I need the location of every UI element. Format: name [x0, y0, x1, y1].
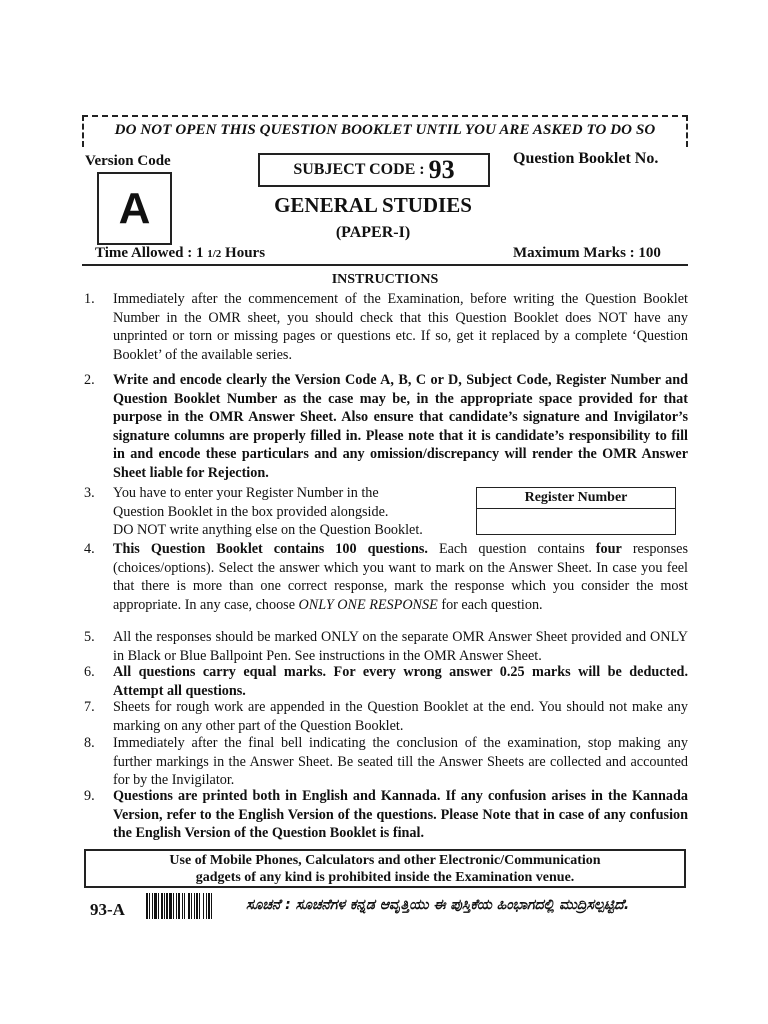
- instruction-item-7: [84, 698, 688, 735]
- barcode: [146, 893, 242, 919]
- instruction-number: 3.: [84, 485, 95, 501]
- instruction-number: 2.: [84, 372, 95, 388]
- paper-number: (PAPER-I): [335, 224, 411, 241]
- instruction-text: responses (choices/options). Select the answer which you want to mark on the Answer Sheet. In case you feel that there is more than one correct response, mark the response which you consider the most appropriate. In any case, choose: [113, 541, 688, 613]
- instruction-item-4: [84, 540, 688, 614]
- instruction-text: Write and encode clearly the Version Code A, B, C or D, Subject Code, Register Number and Question Booklet Number as the case may be, in the appropriate space provided for that purpose in the OMR Answer Sheet. Also ensure that candidate’s signature and Invigilator’s signature columns are properly filled in. Please note that it is candidate’s responsibility to fill in and encode these particulars and any omission/discrepancy will render the OMR Answer Sheet liable for Rejection.: [113, 372, 688, 481]
- instruction-item-3: [84, 484, 474, 540]
- subject-code-box: [258, 153, 490, 187]
- subject-code-label: SUBJECT CODE :: [293, 161, 425, 178]
- register-number-label: Register Number: [477, 488, 675, 509]
- instruction-text-line: DO NOT write anything else on the Question Booklet.: [113, 522, 423, 539]
- time-allowed: [95, 245, 265, 262]
- instruction-text: Immediately after the final bell indicating the conclusion of the examination, stop making any further markings in the Answer Sheet. Be seated till the Answer Sheets are collected and accounted for by the Invigilator.: [113, 735, 688, 789]
- paper-title: GENERAL STUDIES: [274, 193, 472, 217]
- instruction-number: 6.: [84, 664, 95, 680]
- instruction-number: 1.: [84, 291, 95, 307]
- time-allowed-prefix: Time Allowed : 1: [95, 245, 208, 261]
- instruction-number: 8.: [84, 735, 95, 751]
- register-number-box[interactable]: [476, 487, 676, 535]
- maximum-marks: Maximum Marks : 100: [513, 245, 661, 261]
- kannada-note: ಸೂಚನೆ : ಸೂಚನೆಗಳ ಕನ್ನಡ ಆವೃತ್ತಿಯು ಈ ಪುಸ್ತಿಕೆಯ ಹಿಂಭಾಗದಲ್ಲಿ ಮುದ್ರಿಸಲ್ಪಟ್ಟಿದೆ.: [246, 897, 630, 913]
- subject-code-value: 93: [428, 155, 455, 184]
- instruction-text: All questions carry equal marks. For every wrong answer 0.25 marks will be deducted. Attempt all questions.: [113, 664, 688, 699]
- instruction-item-9: [84, 787, 688, 843]
- instruction-number: 9.: [84, 788, 95, 804]
- time-allowed-fraction: 1/2: [207, 248, 222, 260]
- instruction-text: All the responses should be marked ONLY on the separate OMR Answer Sheet provided and ONLY in Black or Blue Ballpoint Pen. See instructions in the OMR Answer Sheet.: [113, 629, 688, 664]
- instructions-heading: INSTRUCTIONS: [331, 272, 439, 287]
- instruction-text-line: Question Booklet in the box provided alongside.: [113, 503, 389, 520]
- warning-banner: DO NOT OPEN THIS QUESTION BOOKLET UNTIL YOU ARE ASKED TO DO SO: [114, 122, 656, 138]
- instruction-item-6: [84, 663, 688, 700]
- instruction-item-8: [84, 734, 688, 790]
- notice-line: gadgets of any kind is prohibited inside the Examination venue.: [195, 870, 575, 885]
- header-divider: [82, 264, 688, 266]
- instruction-number: 4.: [84, 541, 95, 557]
- instruction-item-5: [84, 628, 688, 665]
- version-code-box: A: [97, 172, 172, 245]
- instruction-text: Sheets for rough work are appended in the Question Booklet at the end. You should not make any marking on any other part of the Question Booklet.: [113, 699, 688, 734]
- instruction-text: Questions are printed both in English and Kannada. If any confusion arises in the Kannada Version, refer to the English Version of the questions. Please Note that in case of any confusion the English Version of the Question Booklet is final.: [113, 788, 688, 842]
- instruction-italic-text: ONLY ONE RESPONSE: [298, 596, 438, 613]
- version-code-label: Version Code: [85, 153, 171, 169]
- instruction-text: Each question contains: [427, 541, 596, 557]
- question-booklet-no-label: Question Booklet No.: [513, 150, 659, 167]
- booklet-code: 93-A: [90, 900, 125, 919]
- instruction-text-line: You have to enter your Register Number in the: [113, 485, 379, 501]
- instruction-text: for each question.: [437, 596, 543, 613]
- barcode-stripe: [212, 893, 214, 919]
- instruction-text: Immediately after the commencement of the Examination, before writing the Question Booklet Number in the OMR sheet, you should check that this Question Booklet does NOT have any unprinted or torn or missing pages or questions etc. If so, get it replaced by a complete ‘Question Booklet’ of the available series.: [113, 291, 688, 363]
- instruction-number: 5.: [84, 629, 95, 645]
- instruction-item-1: [84, 290, 688, 364]
- time-allowed-suffix: Hours: [221, 245, 266, 261]
- instruction-bold-text: four: [595, 541, 622, 557]
- notice-line: Use of Mobile Phones, Calculators and other Electronic/Communication: [169, 853, 601, 868]
- instruction-item-2: [84, 371, 688, 483]
- instruction-bold-text: This Question Booklet contains 100 questions.: [113, 541, 428, 557]
- instruction-number: 7.: [84, 699, 95, 715]
- mobile-phone-notice: [84, 849, 686, 888]
